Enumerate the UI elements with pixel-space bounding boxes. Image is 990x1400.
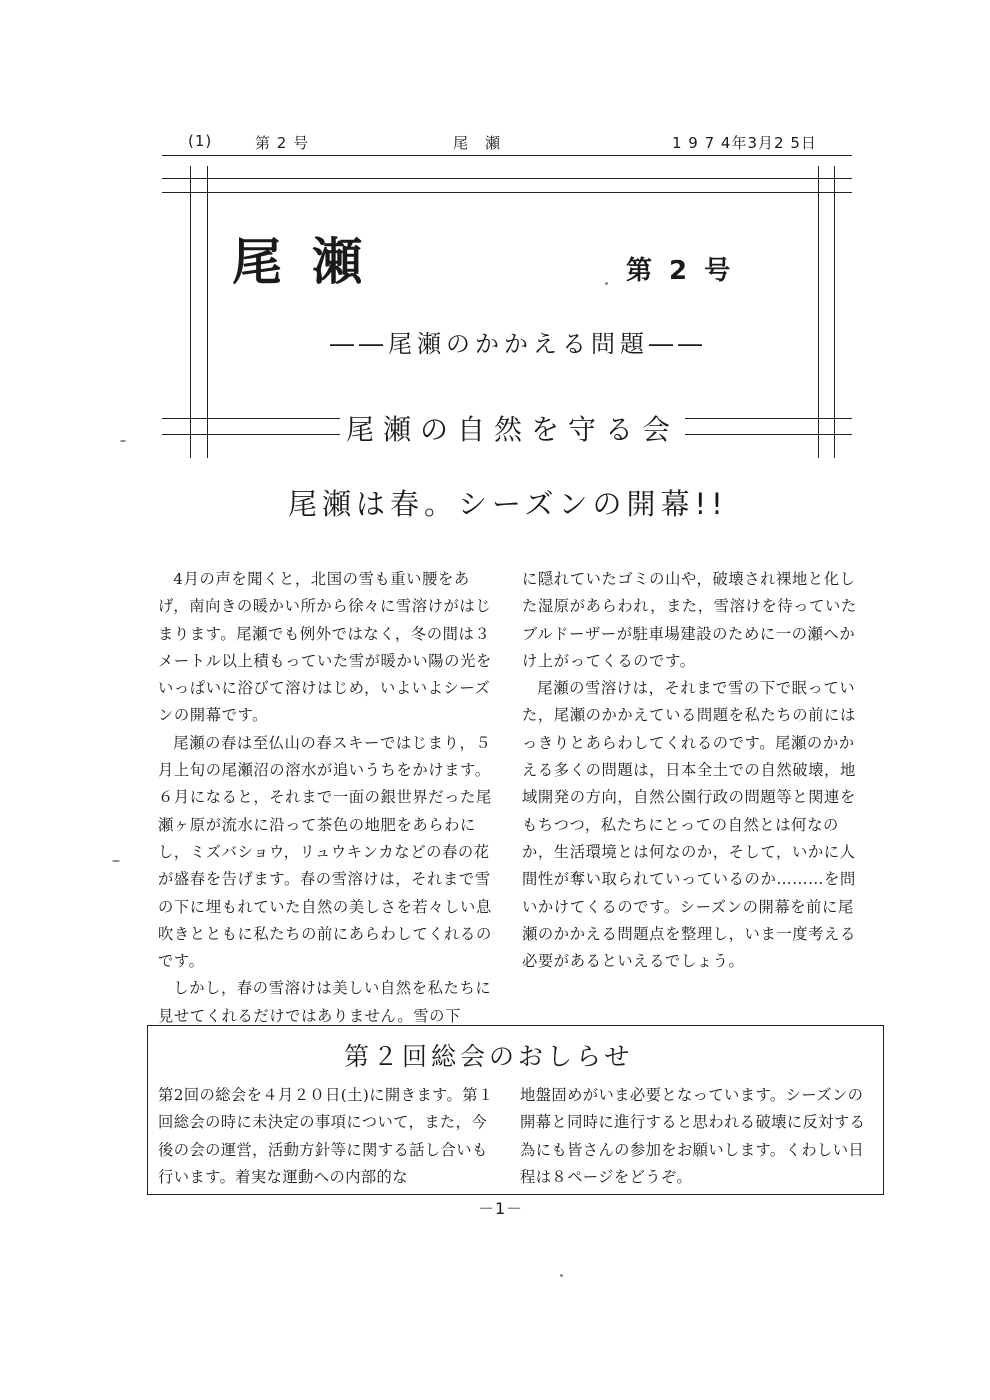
frame-rule-top-1 (162, 178, 852, 179)
header-rule (162, 155, 852, 156)
page-number: －1－ (478, 1199, 524, 1218)
masthead-issue: 第 2 号 (626, 256, 735, 286)
frame-rule-top-2 (162, 192, 852, 193)
running-header-date: 1 9 7 4年3月2 5日 (672, 134, 817, 152)
masthead-subtitle: ――尾瀬のかかえる問題―― (330, 330, 707, 358)
notice-column-right (520, 1082, 868, 1191)
frame-rule-left-2 (207, 166, 208, 458)
article-headline: 尾瀬は春。シーズンの開幕!! (288, 487, 728, 521)
article-column-left (158, 566, 500, 1030)
running-header-issue: 第 2 号 (255, 134, 310, 152)
running-header-page: (1) (188, 132, 213, 150)
notice-title: 第２回総会のおしらせ (344, 1042, 634, 1071)
scan-speck (120, 440, 126, 442)
masthead-title: 尾瀬 (232, 233, 392, 291)
frame-rule-right-1 (818, 166, 819, 458)
article-paragraph: しかし，春の雪溶けは美しい自然を私たちに見せてくれるだけではありません。雪の下 (158, 979, 492, 1025)
scan-speck (605, 282, 608, 285)
frame-rule-left-1 (190, 166, 191, 458)
article-paragraph: 尾瀬の春は至仏山の春スキーではじまり，５月上旬の尾瀬沼の溶水が追いうちをかけます。６月になると，それまで一面の銀世界だった尾瀬ヶ原が流水に沿って茶色の地肥をあらわにし，ミズバショウ，リュウキンカなどの春の花が盛春を告げます。春の雪溶けは，それまで雪の下に埋もれていた自然の美しさを若々しい息吹きとともに私たちの前にあらわしてくれるのです。 (158, 733, 492, 971)
scan-speck (112, 860, 120, 862)
notice-column-left (158, 1082, 502, 1191)
article-column-right (522, 566, 864, 975)
publisher-name: 尾瀬の自然を守る会 (340, 408, 685, 448)
notice-text: 地盤固めがいま必要となっています。シーズンの開幕と同時に進行すると思われる破壊に反対する為にも皆さんの参加をお願いします。くわしい日程は８ページをどうぞ。 (520, 1086, 866, 1186)
frame-rule-right-2 (834, 166, 835, 458)
scan-speck (560, 1274, 563, 1277)
notice-text: 第2回の総会を４月２０日(土)に開きます。第１回総会の時に未決定の事項について，また，今後の会の運営，活動方針等に関する話し合いも行います。着実な運動への内部的な (158, 1086, 494, 1186)
article-paragraph: 4月の声を聞くと，北国の雪も重い腰をあげ，南向きの暖かい所から徐々に雪溶けがはじまります。尾瀬でも例外ではなく，冬の間は３メートル以上積もっていた雪が暖かい陽の光をいっぱいに浴びて溶けはじめ，いよいよシーズンの開幕です。 (158, 570, 492, 725)
article-paragraph-continued: に隠れていたゴミの山や，破壊され裸地と化した湿原があらわれ，また，雪溶けを待っていたブルドーザーが駐車場建設のために一の瀬へかけ上がってくるのです。 (522, 570, 857, 670)
article-paragraph: 尾瀬の雪溶けは，それまで雪の下で眠っていた，尾瀬のかかえている問題を私たちの前にはっきりとあらわしてくれるのです。尾瀬のかかえる多くの問題は，日本全土での自然破壊，地域開発の方向，自然公園行政の問題等と関連をもちつつ，私たちにとっての自然とは何なのか，生活環境とは何なのか，そして，いかに人間性が奪い取られていっているのか………を問いかけてくるのです。シーズンの開幕を前に尾瀬のかかえる問題点を整理し，いま一度考える必要があるといえるでしょう。 (522, 679, 856, 971)
running-header-title: 尾 瀬 (453, 134, 502, 152)
